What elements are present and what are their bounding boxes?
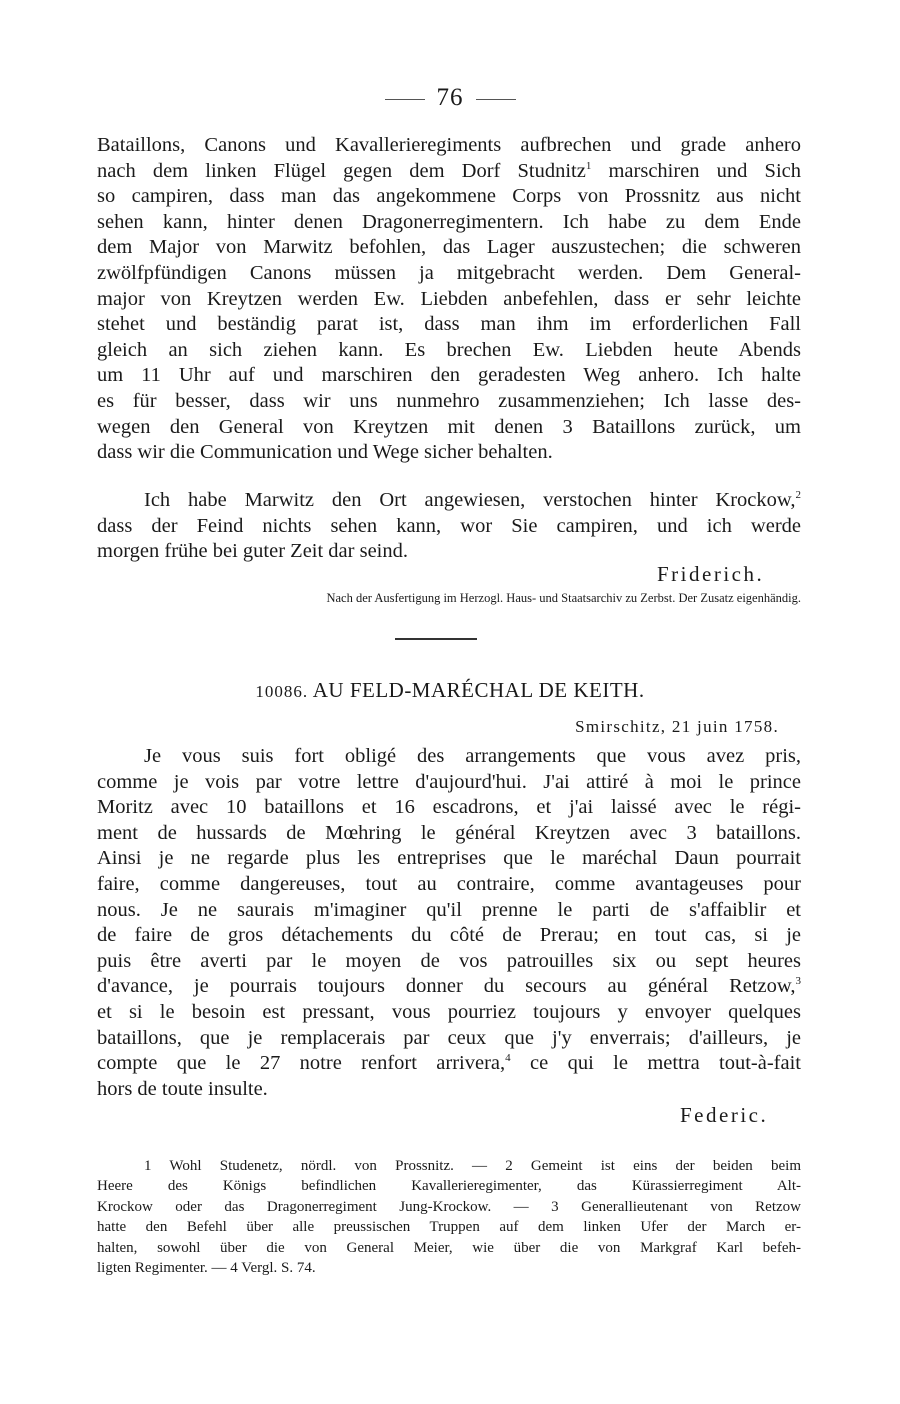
signature-federic: Federic. xyxy=(680,1103,769,1127)
footnote-ref-4: 4 xyxy=(505,1052,511,1065)
text-line: et si le besoin est pressant, vous pourriez toujours y envoyer quelques xyxy=(97,1000,801,1023)
text-fragment: compte que le 27 notre renfort arrivera, xyxy=(97,1052,506,1075)
letter-number: 10086. xyxy=(255,682,309,701)
text-line: major von Kreytzen werden Ew. Liebden anbefehlen, dass er sehr leichte xyxy=(97,287,801,310)
text-line: Je vous suis fort obligé des arrangements que vous avez pris, xyxy=(144,745,801,767)
page-header xyxy=(0,84,900,112)
text-line: puis être averti par le moyen de vos patrouilles six ou sept heures xyxy=(97,949,801,972)
text-line: hors de toute insulte. xyxy=(97,1077,268,1100)
text-fragment: ce qui le mettra tout-à-fait xyxy=(510,1052,801,1075)
text-line: ment de hussards de Mœhring le général Kreytzen avec 3 bataillons. xyxy=(97,821,801,844)
letter1-paragraph-2 xyxy=(97,488,801,565)
letter-title: AU FELD-MARÉCHAL DE KEITH. xyxy=(312,678,645,702)
footnote-line: Heere des Königs befindlichen Kavallerieregimenter, das Kürassierregiment Alt- xyxy=(97,1178,801,1195)
text-line: so campiren, dass man das angekommene Corps von Prossnitz aus nicht xyxy=(97,185,801,208)
text-line: dass wir die Communication und Wege sicher behalten. xyxy=(97,441,553,464)
page-number: 76 xyxy=(436,84,464,111)
text-fragment: d'avance, je pourrais toujours donner du secours au général Retzow, xyxy=(97,975,796,998)
footnote-ref-3: 3 xyxy=(795,975,801,988)
text-line: comme je vois par votre lettre d'aujourd'hui. J'ai attiré à moi le prince xyxy=(97,770,801,793)
text-line xyxy=(97,974,801,1000)
dateline: Smirschitz, 21 juin 1758. xyxy=(575,717,779,736)
text-line: wegen den General von Kreytzen mit denen 3 Bataillons zurück, um xyxy=(97,415,801,438)
text-line: bataillons, que je remplacerais par ceux que j'y enverrais; d'ailleurs, je xyxy=(97,1026,801,1049)
footnote-line: hatte den Befehl über alle preussischen Truppen auf dem linken Ufer der March er- xyxy=(97,1219,801,1236)
text-line: es für besser, dass wir uns nunmehro zusammenziehen; Ich lasse des- xyxy=(97,389,801,412)
text-line: Ainsi je ne regarde plus les entreprises que le maréchal Daun pourrait xyxy=(97,847,801,870)
text-fragment: marschiren und Sich xyxy=(591,159,802,182)
letter2-body xyxy=(97,744,801,1102)
footnote-ref-2: 2 xyxy=(795,489,801,502)
text-line: faire, comme dangereuses, tout au contraire, comme avantageuses pour xyxy=(97,872,801,895)
text-line: dem Major von Marwitz befohlen, das Lager auszustechen; die schweren xyxy=(97,236,801,259)
text-line: zwölfpfündigen Canons müssen ja mitgebracht werden. Dem General- xyxy=(97,261,801,284)
section-divider xyxy=(395,638,477,640)
footnote-ref-1: 1 xyxy=(585,159,592,172)
footnote-line: halten, sowohl über die von General Meier, wie über die von Markgraf Karl befeh- xyxy=(97,1239,801,1256)
letter1-paragraph-1 xyxy=(97,133,801,466)
text-line: stehet und beständig parat ist, dass man ihm im erforderlichen Fall xyxy=(97,313,801,336)
text-line: nous. Je ne saurais m'imaginer qu'il prenne le parti de s'affaiblir et xyxy=(97,898,801,921)
header-dash-right xyxy=(476,99,516,100)
text-line: dass der Feind nichts sehen kann, wor Sie campiren, und ich werde xyxy=(97,514,801,537)
text-line xyxy=(97,159,801,185)
text-fragment: Ich habe Marwitz den Ort angewiesen, verstochen hinter Krockow, xyxy=(144,489,796,511)
text-line: Moritz avec 10 bataillons et 16 escadrons, et j'ai laissé avec le régi- xyxy=(97,796,801,819)
text-line: sehen kann, hinter denen Dragonerregimentern. Ich habe zu dem Ende xyxy=(97,210,801,233)
footnote-line: ligten Regimenter. — 4 Vergl. S. 74. xyxy=(97,1260,316,1277)
footnotes xyxy=(97,1156,801,1278)
source-note: Nach der Ausfertigung im Herzogl. Haus- und Staatsarchiv zu Zerbst. Der Zusatz eigenhändig. xyxy=(326,591,801,605)
header-dash-left xyxy=(385,99,425,100)
text-line: Bataillons, Canons und Kavallerieregiments aufbrechen und grade anhero xyxy=(97,134,801,156)
footnote-line: Krockow oder das Dragonerregiment Jung-Krockow. — 3 Generallieutenant von Retzow xyxy=(97,1198,801,1215)
text-line: morgen frühe bei guter Zeit dar seind. xyxy=(97,540,409,563)
text-line xyxy=(97,1051,801,1077)
text-fragment: nach dem linken Flügel gegen dem Dorf Studnitz xyxy=(97,159,586,182)
footnote-line: 1 Wohl Studenetz, nördl. von Prossnitz. — 2 Gemeint ist eins der beiden beim xyxy=(144,1158,801,1174)
text-line xyxy=(97,488,801,514)
text-line: de faire de gros détachements du côté de Prerau; en tout cas, si je xyxy=(97,924,801,947)
text-line: gleich an sich ziehen kann. Es brechen Ew. Liebden heute Abends xyxy=(97,338,801,361)
signature-friderich: Friderich. xyxy=(657,562,765,586)
text-line: um 11 Uhr auf und marschiren den geradesten Weg anhero. Ich halte xyxy=(97,364,801,387)
letter-heading xyxy=(0,678,900,703)
